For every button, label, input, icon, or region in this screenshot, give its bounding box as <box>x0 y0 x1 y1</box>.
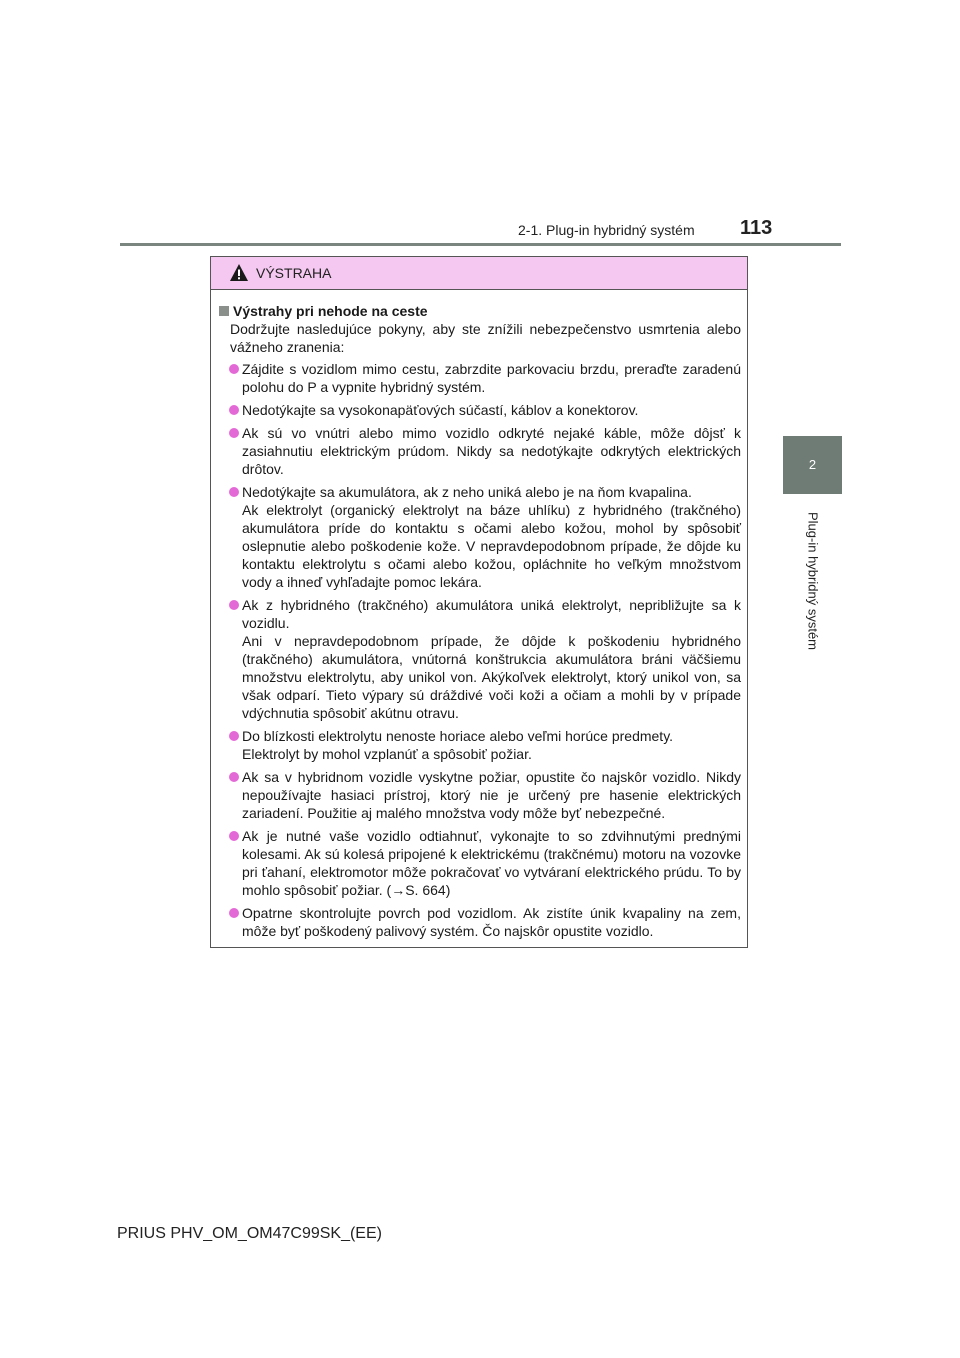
list-item-text: Nedotýkajte sa akumulátora, ak z neho uniká alebo je na ňom kvapalina. Ak elektrolyt (organický elektrolyt na báze uhlíku) z hybridného (trakčného) akumulátora príde do kontaktu s očami alebo kožou, mohol by spôsobiť oslepnutie alebo poškodenie kože. V nepravdepodobnom prípade, že dôjde ku kontaktu elektrolytu s očami alebo kožou, opláchnite ho veľkým množstvom vody a ihneď vyhľadajte pomoc lekára. <box>242 484 741 590</box>
warning-title: VÝSTRAHA <box>256 265 332 281</box>
list-item-text: Ak je nutné vaše vozidlo odtiahnuť, vykonajte to so zdvihnutými prednými kolesami. Ak sú kolesá pripojené k elektrickému (trakčnému) motoru na vozovke pri ťahaní, elektromotor môže pokračovať vo vytváraní elektrického prúdu. To by mohlo spôsobiť požiar. (→S. 664) <box>242 828 741 898</box>
bullet-icon <box>229 405 239 415</box>
warning-body <box>211 290 747 940</box>
list-item-text: Zájdite s vozidlom mimo cestu, zabrzdite parkovaciu brzdu, preraďte zaradenú polohu do P a vypnite hybridný systém. <box>242 361 741 395</box>
bullet-icon <box>229 908 239 918</box>
square-bullet-icon <box>219 306 229 316</box>
bullet-icon <box>229 487 239 497</box>
list-item <box>219 827 741 899</box>
list-item-text: Opatrne skontrolujte povrch pod vozidlom. Ak zistíte únik kvapaliny na zem, môže byť poškodený palivový systém. Čo najskôr opustite vozidlo. <box>242 905 741 939</box>
section-title: 2-1. Plug-in hybridný systém <box>518 222 695 238</box>
list-item <box>219 727 741 763</box>
warning-triangle-icon <box>229 263 249 283</box>
bullet-icon <box>229 600 239 610</box>
bullet-icon <box>229 831 239 841</box>
list-item <box>219 596 741 722</box>
bullet-icon <box>229 428 239 438</box>
list-item-text: Ak sú vo vnútri alebo mimo vozidlo odkryté nejaké káble, môže dôjsť k zasiahnutiu elektrickým prúdom. Nikdy sa nedotýkajte odkrytých elektrických drôtov. <box>242 425 741 477</box>
list-item <box>219 483 741 591</box>
bullet-icon <box>229 364 239 374</box>
chapter-tab: 2 <box>783 436 842 494</box>
list-item <box>219 360 741 396</box>
list-item-text: Ak z hybridného (trakčného) akumulátora uniká elektrolyt, nepribližujte sa k vozidlu. Ani v nepravdepodobnom prípade, že dôjde k poškodeniu hybridného (trakčného) akumulátora, vnútorná konštrukcia akumulátora bráni väčšiemu množstvu elektrolytu, aby unikol von. Akýkoľvek elektrolyt, ktorý unikol von, sa však odparí. Tieto výpary sú dráždivé voči koži a očiam a mohli by v prípade vdýchnutia spôsobiť akútnu otravu. <box>242 597 741 721</box>
warning-intro: Dodržujte nasledujúce pokyny, aby ste znížili nebezpečenstvo usmrtenia alebo vážneho zranenia: <box>230 321 741 355</box>
list-item <box>219 768 741 822</box>
warning-subheading-text: Výstrahy pri nehode na ceste <box>233 303 428 319</box>
list-item <box>219 904 741 940</box>
warning-box <box>210 256 748 948</box>
list-item-text: Nedotýkajte sa vysokonapäťových súčastí, káblov a konektorov. <box>242 402 639 418</box>
page-header <box>0 0 960 250</box>
list-item <box>219 424 741 478</box>
bullet-icon <box>229 731 239 741</box>
page-number: 113 <box>740 217 773 239</box>
list-item <box>219 401 741 419</box>
warning-header <box>211 257 747 290</box>
document-id: PRIUS PHV_OM_OM47C99SK_(EE) <box>117 1225 382 1242</box>
header-rule <box>120 243 841 246</box>
list-item-text: Ak sa v hybridnom vozidle vyskytne požiar, opustite čo najskôr vozidlo. Nikdy nepoužívajte hasiaci prístroj, ktorý nie je určený pre hasenie elektrických zariadení. Použitie aj malého množstva vody môže byť nebezpečné. <box>242 769 741 821</box>
chapter-label <box>783 496 842 666</box>
warning-subheading <box>219 302 741 320</box>
list-item-text: Do blízkosti elektrolytu nenoste horiace alebo veľmi horúce predmety. Elektrolyt by mohol vzplanúť a spôsobiť požiar. <box>242 728 674 762</box>
bullet-icon <box>229 772 239 782</box>
chapter-label-text: Plug-in hybridný systém <box>805 512 820 650</box>
